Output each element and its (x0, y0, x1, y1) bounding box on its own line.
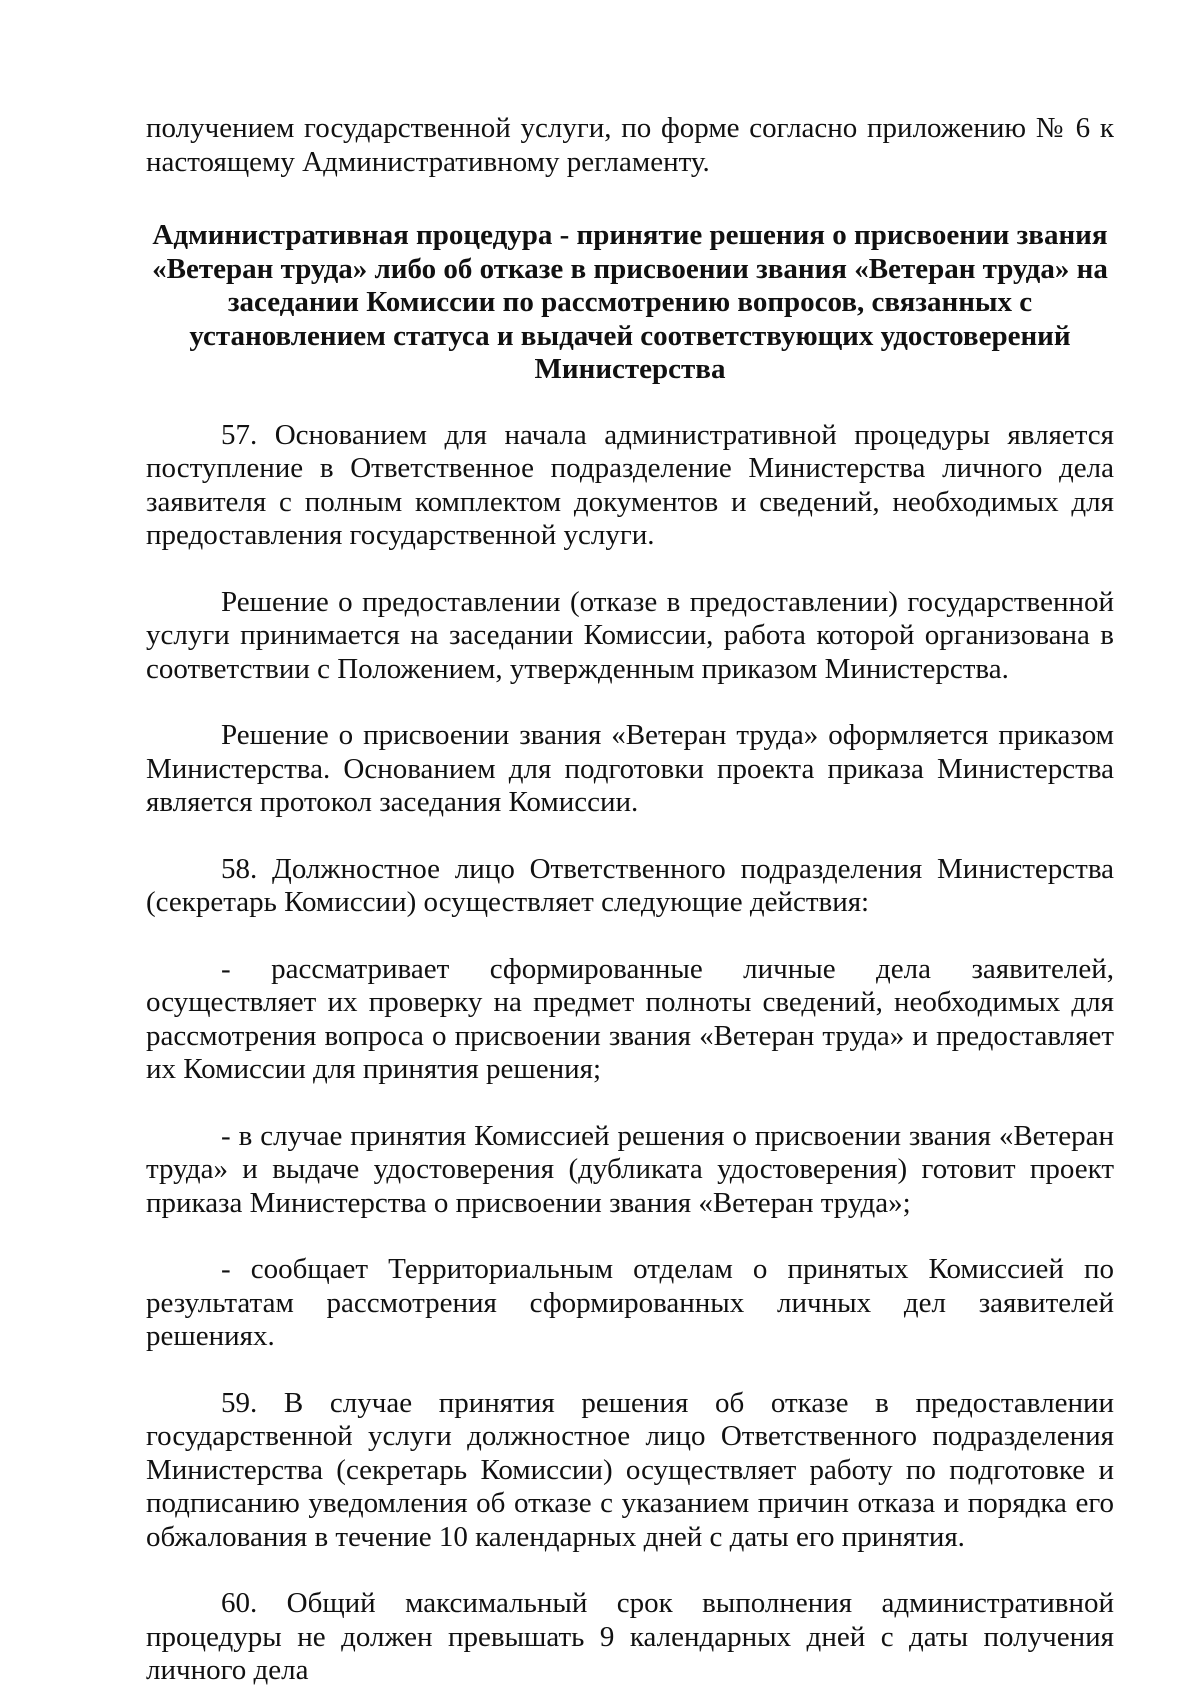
paragraph-59: 59. В случае принятия решения об отказе в предоставлении государственной услуги должностное лицо Ответственного подразделения Министерства (секретарь Комиссии) осуществляет работу по подготовке и подписанию уведомления об отказе с указанием причин отказа и порядка его обжалования в течение 10 календарных дней с даты его принятия. (146, 1386, 1114, 1553)
document-body (146, 112, 1114, 1688)
intro-paragraph: получением государственной услуги, по форме согласно приложению № 6 к настоящему Административному регламенту. (146, 112, 1114, 178)
paragraph-order: Решение о присвоении звания «Ветеран труда» оформляется приказом Министерства. Основанием для подготовки проекта приказа Министерства является протокол заседания Комиссии. (146, 719, 1114, 818)
paragraph-60: 60. Общий максимальный срок выполнения административной процедуры не должен превышать 9 календарных дней с даты получения личного дела (146, 1587, 1114, 1686)
section-heading: Административная процедура - принятие решения о присвоении звания «Ветеран труда» либо об отказе в присвоении звания «Ветеран труда» на заседании Комиссии по рассмотрению вопросов, связанных с установлением статуса и выдачей соответствующих удостоверений Министерства (152, 219, 1108, 385)
paragraph-57: 57. Основанием для начала административной процедуры является поступление в Ответственное подразделение Министерства личного дела заявителя с полным комплектом документов и сведений, необходимых для предоставления государственной услуги. (146, 418, 1114, 551)
list-item-inform: - сообщает Территориальным отделам о принятых Комиссией по результатам рассмотрения сформированных личных дел заявителей решениях. (146, 1253, 1114, 1352)
list-item-draft-order: - в случае принятия Комиссией решения о присвоении звания «Ветеран труда» и выдаче удостоверения (дубликата удостоверения) готовит проект приказа Министерства о присвоении звания «Ветеран труда»; (146, 1119, 1114, 1219)
list-item-review: - рассматривает сформированные личные дела заявителей, осуществляет их проверку на предмет полноты сведений, необходимых для рассмотрения вопроса о присвоении звания «Ветеран труда» и предоставляет их Комиссии для принятия решения; (146, 952, 1114, 1085)
paragraph-decision: Решение о предоставлении (отказе в предоставлении) государственной услуги принимается на заседании Комиссии, работа которой организована в соответствии с Положением, утвержденным приказом Министерства. (146, 585, 1114, 685)
paragraph-58: 58. Должностное лицо Ответственного подразделения Министерства (секретарь Комиссии) осуществляет следующие действия: (146, 852, 1114, 918)
